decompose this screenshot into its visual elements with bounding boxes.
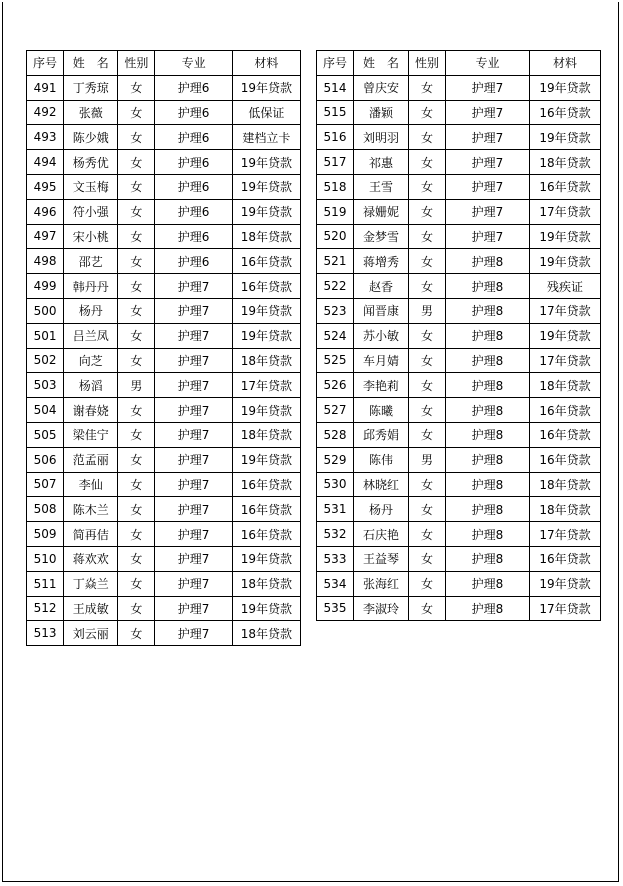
cell-name: 李淑玲 (354, 596, 409, 621)
cell-major: 护理7 (155, 323, 232, 348)
roster-table-left (26, 50, 301, 646)
cell-no: 524 (317, 323, 354, 348)
cell-no: 493 (27, 125, 64, 150)
cell-major: 护理8 (446, 571, 530, 596)
cell-name: 潘颖 (354, 100, 409, 125)
cell-name: 梁佳宁 (64, 422, 118, 447)
cell-no: 523 (317, 298, 354, 323)
cell-name: 张薇 (64, 100, 118, 125)
cell-sex: 女 (409, 199, 446, 224)
cell-sex: 女 (409, 497, 446, 522)
table-row (317, 249, 601, 274)
cell-name: 文玉梅 (64, 174, 118, 199)
document-page (2, 2, 619, 882)
cell-no: 491 (27, 75, 64, 100)
cell-material: 18年贷款 (530, 472, 601, 497)
table-row (317, 348, 601, 373)
cell-name: 向芝 (64, 348, 118, 373)
cell-material: 18年贷款 (530, 497, 601, 522)
cell-major: 护理7 (446, 174, 530, 199)
cell-material: 18年贷款 (232, 571, 300, 596)
cell-sex: 女 (118, 497, 155, 522)
cell-major: 护理6 (155, 224, 232, 249)
cell-no: 499 (27, 274, 64, 299)
cell-sex: 女 (409, 373, 446, 398)
cell-no: 528 (317, 422, 354, 447)
cell-name: 杨滔 (64, 373, 118, 398)
cell-material: 18年贷款 (232, 348, 300, 373)
cell-no: 525 (317, 348, 354, 373)
cell-material: 16年贷款 (232, 497, 300, 522)
cell-major: 护理6 (155, 100, 232, 125)
cell-name: 王成敏 (64, 596, 118, 621)
cell-material: 16年贷款 (530, 546, 601, 571)
cell-name: 刘云丽 (64, 621, 118, 646)
cell-name: 范孟丽 (64, 447, 118, 472)
cell-name: 王益琴 (354, 546, 409, 571)
cell-material: 19年贷款 (530, 323, 601, 348)
cell-material: 18年贷款 (232, 224, 300, 249)
header-row (27, 51, 301, 76)
cell-name: 陈木兰 (64, 497, 118, 522)
cell-no: 505 (27, 422, 64, 447)
cell-no: 516 (317, 125, 354, 150)
table-row (317, 274, 601, 299)
cell-material: 19年贷款 (232, 323, 300, 348)
cell-major: 护理7 (446, 75, 530, 100)
cell-sex: 女 (118, 125, 155, 150)
table-row (27, 224, 301, 249)
cell-major: 护理7 (446, 100, 530, 125)
cell-sex: 女 (409, 323, 446, 348)
cell-no: 513 (27, 621, 64, 646)
table-row (317, 174, 601, 199)
cell-sex: 女 (409, 100, 446, 125)
cell-no: 508 (27, 497, 64, 522)
cell-sex: 女 (118, 472, 155, 497)
cell-no: 519 (317, 199, 354, 224)
cell-sex: 女 (409, 472, 446, 497)
cell-sex: 女 (409, 125, 446, 150)
table-row (27, 522, 301, 547)
cell-material: 19年贷款 (232, 596, 300, 621)
cell-no: 533 (317, 546, 354, 571)
cell-no: 511 (27, 571, 64, 596)
cell-material: 16年贷款 (232, 274, 300, 299)
table-row (27, 398, 301, 423)
cell-no: 526 (317, 373, 354, 398)
cell-material: 18年贷款 (530, 150, 601, 175)
right-table-body (317, 75, 601, 621)
table-row (27, 621, 301, 646)
cell-no: 535 (317, 596, 354, 621)
cell-no: 500 (27, 298, 64, 323)
table-row (317, 422, 601, 447)
cell-major: 护理6 (155, 150, 232, 175)
cell-no: 502 (27, 348, 64, 373)
cell-major: 护理8 (446, 447, 530, 472)
cell-sex: 女 (409, 150, 446, 175)
header-sex: 性别 (409, 51, 446, 76)
table-row (317, 447, 601, 472)
cell-sex: 女 (118, 150, 155, 175)
table-row (317, 373, 601, 398)
table-row (317, 472, 601, 497)
cell-material: 17年贷款 (530, 298, 601, 323)
table-row (317, 596, 601, 621)
cell-major: 护理8 (446, 373, 530, 398)
cell-no: 520 (317, 224, 354, 249)
cell-name: 石庆艳 (354, 522, 409, 547)
cell-no: 529 (317, 447, 354, 472)
table-row (27, 447, 301, 472)
cell-name: 谢春娆 (64, 398, 118, 423)
table-row (27, 75, 301, 100)
cell-name: 邵艺 (64, 249, 118, 274)
table-row (27, 422, 301, 447)
cell-no: 531 (317, 497, 354, 522)
cell-major: 护理6 (155, 174, 232, 199)
cell-major: 护理7 (155, 422, 232, 447)
cell-name: 禄姗妮 (354, 199, 409, 224)
cell-name: 陈曦 (354, 398, 409, 423)
cell-major: 护理7 (155, 348, 232, 373)
table-row (27, 348, 301, 373)
cell-material: 19年贷款 (232, 174, 300, 199)
cell-sex: 女 (118, 621, 155, 646)
cell-material: 19年贷款 (530, 224, 601, 249)
cell-name: 金梦雪 (354, 224, 409, 249)
cell-major: 护理6 (155, 125, 232, 150)
cell-major: 护理8 (446, 422, 530, 447)
table-row (317, 398, 601, 423)
cell-major: 护理7 (446, 150, 530, 175)
cell-no: 510 (27, 546, 64, 571)
cell-name: 宋小桃 (64, 224, 118, 249)
cell-material: 19年贷款 (530, 571, 601, 596)
cell-sex: 女 (409, 174, 446, 199)
cell-major: 护理7 (155, 546, 232, 571)
cell-material: 16年贷款 (232, 472, 300, 497)
header-material: 材料 (530, 51, 601, 76)
cell-material: 16年贷款 (530, 447, 601, 472)
cell-no: 522 (317, 274, 354, 299)
cell-major: 护理7 (155, 398, 232, 423)
cell-sex: 女 (118, 100, 155, 125)
cell-material: 19年贷款 (232, 298, 300, 323)
cell-major: 护理8 (446, 497, 530, 522)
cell-no: 501 (27, 323, 64, 348)
cell-no: 512 (27, 596, 64, 621)
cell-name: 林晓红 (354, 472, 409, 497)
header-sex: 性别 (118, 51, 155, 76)
cell-material: 19年贷款 (232, 75, 300, 100)
cell-material: 建档立卡 (232, 125, 300, 150)
cell-sex: 女 (409, 546, 446, 571)
cell-no: 527 (317, 398, 354, 423)
table-row (27, 373, 301, 398)
cell-major: 护理8 (446, 472, 530, 497)
cell-no: 495 (27, 174, 64, 199)
header-name: 姓 名 (354, 51, 409, 76)
table-row (27, 199, 301, 224)
cell-material: 17年贷款 (232, 373, 300, 398)
cell-name: 李艳莉 (354, 373, 409, 398)
cell-no: 534 (317, 571, 354, 596)
cell-material: 16年贷款 (232, 249, 300, 274)
table-row (27, 571, 301, 596)
cell-sex: 女 (409, 75, 446, 100)
cell-major: 护理7 (155, 274, 232, 299)
cell-no: 518 (317, 174, 354, 199)
cell-name: 吕兰凤 (64, 323, 118, 348)
table-row (317, 497, 601, 522)
cell-major: 护理7 (446, 224, 530, 249)
cell-material: 16年贷款 (530, 422, 601, 447)
cell-sex: 女 (409, 348, 446, 373)
cell-material: 残疾证 (530, 274, 601, 299)
table-row (317, 199, 601, 224)
cell-sex: 女 (118, 422, 155, 447)
table-row (317, 125, 601, 150)
cell-name: 赵香 (354, 274, 409, 299)
cell-name: 丁秀琼 (64, 75, 118, 100)
cell-sex: 女 (118, 199, 155, 224)
cell-name: 丁焱兰 (64, 571, 118, 596)
cell-sex: 女 (118, 249, 155, 274)
cell-no: 515 (317, 100, 354, 125)
cell-name: 陈伟 (354, 447, 409, 472)
cell-no: 494 (27, 150, 64, 175)
cell-no: 521 (317, 249, 354, 274)
cell-material: 16年贷款 (232, 522, 300, 547)
cell-name: 符小强 (64, 199, 118, 224)
cell-sex: 女 (409, 274, 446, 299)
cell-no: 498 (27, 249, 64, 274)
cell-material: 17年贷款 (530, 522, 601, 547)
cell-material: 19年贷款 (530, 125, 601, 150)
cell-major: 护理7 (155, 497, 232, 522)
cell-sex: 男 (409, 298, 446, 323)
table-row (27, 274, 301, 299)
cell-sex: 女 (409, 596, 446, 621)
cell-no: 517 (317, 150, 354, 175)
cell-sex: 女 (118, 174, 155, 199)
cell-material: 17年贷款 (530, 348, 601, 373)
cell-sex: 女 (118, 447, 155, 472)
cell-sex: 女 (409, 249, 446, 274)
cell-sex: 女 (118, 348, 155, 373)
table-row (317, 224, 601, 249)
header-no: 序号 (27, 51, 64, 76)
cell-material: 17年贷款 (530, 596, 601, 621)
cell-material: 17年贷款 (530, 199, 601, 224)
cell-name: 李仙 (64, 472, 118, 497)
header-name: 姓 名 (64, 51, 118, 76)
table-row (27, 150, 301, 175)
cell-sex: 女 (409, 571, 446, 596)
cell-sex: 女 (118, 298, 155, 323)
cell-sex: 女 (118, 323, 155, 348)
cell-material: 19年贷款 (232, 150, 300, 175)
cell-name: 韩丹丹 (64, 274, 118, 299)
cell-no: 504 (27, 398, 64, 423)
cell-sex: 女 (118, 596, 155, 621)
cell-name: 祁惠 (354, 150, 409, 175)
cell-major: 护理8 (446, 596, 530, 621)
cell-name: 简再佶 (64, 522, 118, 547)
table-row (317, 100, 601, 125)
cell-material: 19年贷款 (530, 75, 601, 100)
cell-name: 杨秀优 (64, 150, 118, 175)
cell-name: 杨丹 (354, 497, 409, 522)
cell-sex: 男 (409, 447, 446, 472)
cell-no: 497 (27, 224, 64, 249)
table-row (317, 323, 601, 348)
cell-material: 18年贷款 (530, 373, 601, 398)
roster-table-right (316, 50, 601, 621)
cell-name: 蒋欢欢 (64, 546, 118, 571)
cell-major: 护理7 (155, 621, 232, 646)
cell-material: 低保证 (232, 100, 300, 125)
table-row (27, 125, 301, 150)
cell-name: 蒋增秀 (354, 249, 409, 274)
cell-major: 护理8 (446, 274, 530, 299)
cell-sex: 女 (409, 422, 446, 447)
cell-no: 492 (27, 100, 64, 125)
table-row (317, 150, 601, 175)
cell-major: 护理7 (155, 571, 232, 596)
cell-major: 护理8 (446, 323, 530, 348)
cell-name: 曾庆安 (354, 75, 409, 100)
left-table-body (27, 75, 301, 645)
header-material: 材料 (232, 51, 300, 76)
cell-material: 18年贷款 (232, 422, 300, 447)
cell-no: 509 (27, 522, 64, 547)
cell-material: 16年贷款 (530, 100, 601, 125)
cell-major: 护理7 (155, 596, 232, 621)
cell-name: 陈少娥 (64, 125, 118, 150)
cell-major: 护理7 (446, 125, 530, 150)
cell-material: 16年贷款 (530, 174, 601, 199)
header-no: 序号 (317, 51, 354, 76)
cell-sex: 女 (118, 398, 155, 423)
table-row (317, 546, 601, 571)
cell-sex: 女 (409, 398, 446, 423)
cell-major: 护理7 (155, 472, 232, 497)
table-row (27, 472, 301, 497)
cell-no: 496 (27, 199, 64, 224)
cell-major: 护理8 (446, 398, 530, 423)
cell-major: 护理6 (155, 75, 232, 100)
cell-name: 张海红 (354, 571, 409, 596)
cell-material: 19年贷款 (232, 199, 300, 224)
table-row (27, 298, 301, 323)
cell-major: 护理8 (446, 249, 530, 274)
table-row (317, 75, 601, 100)
cell-major: 护理7 (155, 522, 232, 547)
table-row (317, 522, 601, 547)
cell-no: 503 (27, 373, 64, 398)
table-row (27, 100, 301, 125)
header-row (317, 51, 601, 76)
header-major: 专业 (155, 51, 232, 76)
cell-material: 18年贷款 (232, 621, 300, 646)
table-row (317, 571, 601, 596)
cell-sex: 男 (118, 373, 155, 398)
header-major: 专业 (446, 51, 530, 76)
cell-no: 514 (317, 75, 354, 100)
cell-sex: 女 (118, 224, 155, 249)
cell-major: 护理8 (446, 546, 530, 571)
cell-major: 护理8 (446, 298, 530, 323)
cell-name: 邱秀娟 (354, 422, 409, 447)
table-row (27, 497, 301, 522)
cell-sex: 女 (118, 274, 155, 299)
cell-major: 护理7 (155, 373, 232, 398)
cell-major: 护理8 (446, 348, 530, 373)
cell-name: 车月婧 (354, 348, 409, 373)
table-row (27, 596, 301, 621)
cell-sex: 女 (409, 522, 446, 547)
cell-name: 苏小敏 (354, 323, 409, 348)
cell-material: 16年贷款 (530, 398, 601, 423)
cell-material: 19年贷款 (232, 398, 300, 423)
cell-name: 闻晋康 (354, 298, 409, 323)
cell-material: 19年贷款 (232, 447, 300, 472)
cell-major: 护理7 (446, 199, 530, 224)
cell-sex: 女 (118, 522, 155, 547)
cell-no: 532 (317, 522, 354, 547)
cell-sex: 女 (118, 75, 155, 100)
cell-major: 护理6 (155, 199, 232, 224)
cell-sex: 女 (409, 224, 446, 249)
cell-material: 19年贷款 (530, 249, 601, 274)
table-row (27, 546, 301, 571)
table-row (27, 174, 301, 199)
cell-no: 506 (27, 447, 64, 472)
cell-name: 王雪 (354, 174, 409, 199)
cell-sex: 女 (118, 571, 155, 596)
cell-major: 护理8 (446, 522, 530, 547)
cell-sex: 女 (118, 546, 155, 571)
cell-no: 530 (317, 472, 354, 497)
cell-major: 护理7 (155, 447, 232, 472)
cell-major: 护理7 (155, 298, 232, 323)
cell-no: 507 (27, 472, 64, 497)
cell-material: 19年贷款 (232, 546, 300, 571)
table-row (27, 249, 301, 274)
table-row (27, 323, 301, 348)
cell-major: 护理6 (155, 249, 232, 274)
cell-name: 杨丹 (64, 298, 118, 323)
table-row (317, 298, 601, 323)
cell-name: 刘明羽 (354, 125, 409, 150)
